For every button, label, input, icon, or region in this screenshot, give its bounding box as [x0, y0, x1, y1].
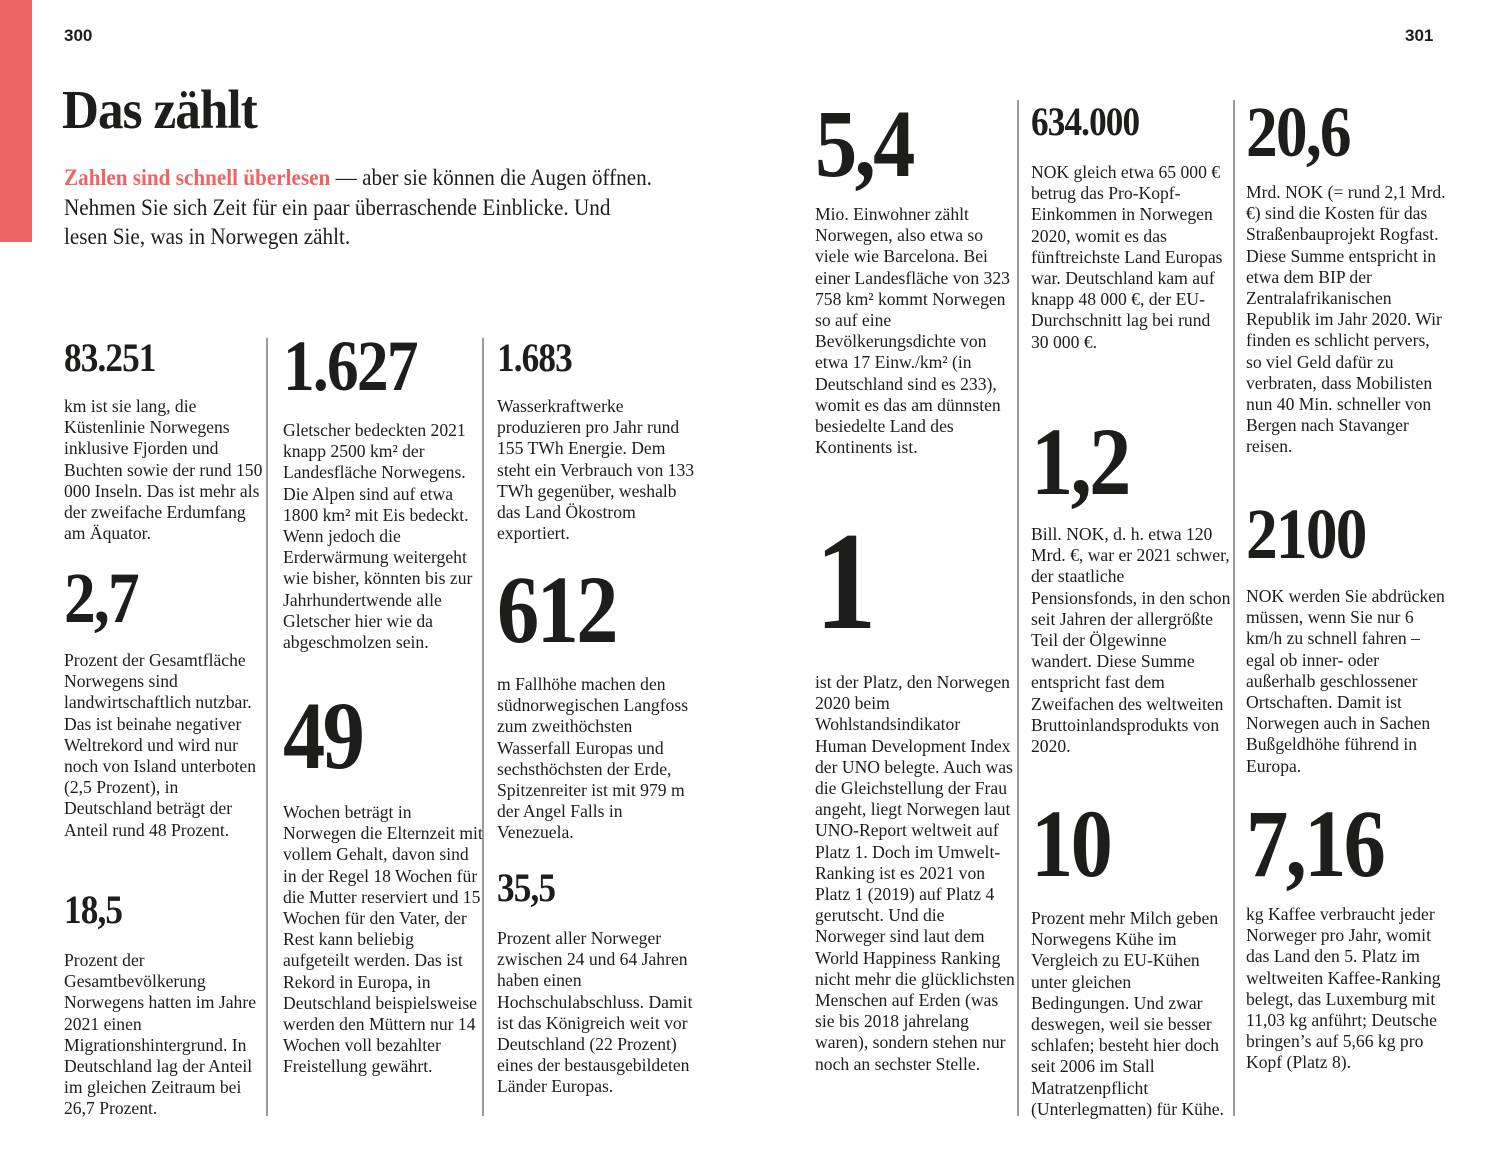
page-number-left: 300 — [64, 26, 93, 45]
stat-block — [815, 90, 1015, 458]
stat-number: 7,16 — [1246, 790, 1384, 897]
stat-number: 1 — [815, 504, 874, 659]
stat-block — [64, 887, 264, 1120]
page-title: Das zählt — [62, 79, 257, 140]
stat-block — [497, 865, 697, 1098]
column-divider — [266, 338, 268, 1116]
stat-number: 35,5 — [497, 865, 556, 910]
stat-number: 2,7 — [64, 558, 138, 638]
stat-number: 49 — [283, 682, 363, 789]
stat-text: NOK gleich etwa 65 000 € betrug das Pro-Kopf-Einkommen in Norwegen 2020, womit es das fünftreichste Land Europas war. Deutschland kam auf knapp 48 000 €, der EU-Durchschnitt lag bei rund 30 000 €. — [1031, 162, 1223, 352]
stat-block — [1246, 494, 1446, 777]
intro-paragraph — [64, 163, 653, 252]
stat-number: 10 — [1031, 790, 1111, 897]
stat-number: 1,2 — [1031, 408, 1129, 515]
stat-block — [1031, 790, 1231, 1120]
page-number-right: 301 — [1405, 26, 1434, 45]
stat-number: 1.683 — [497, 335, 572, 380]
stat-number: 1.627 — [283, 326, 417, 406]
stat-number: 612 — [497, 556, 616, 663]
stat-number: 83.251 — [64, 335, 156, 380]
stat-text: Wochen beträgt in Norwegen die Elternzeit mit vollem Gehalt, davon sind in der Regel 18 Wochen für die Mutter reserviert und 15 Wochen für den Vater, der Rest kann beliebig aufgeteilt werden. Das ist Rekord in Europa, in Deutschland beispielsweise werden den Müttern nur 14 Wochen voll bezahlter Freistellung gewährt. — [283, 802, 483, 1077]
stat-text: km ist sie lang, die Küstenlinie Norwegens inklusive Fjorden und Buchten sowie der rund 150 000 Inseln. Das ist mehr als der zweifache Erdumfang am Äquator. — [64, 396, 263, 544]
stat-block — [64, 335, 264, 544]
stat-block — [1246, 790, 1446, 1074]
stat-text: Bill. NOK, d. h. etwa 120 Mrd. €, war er 2021 schwer, der staatliche Pensionsfonds, in den schon seit Jahren der allergrößte Teil der Ölgewinne wandert. Diese Summe entspricht fast dem Zweifachen des weltweiten Bruttoinlandsprodukts von 2020. — [1031, 524, 1231, 757]
stat-number: 5,4 — [815, 90, 913, 197]
stat-text: Mio. Einwohner zählt Norwegen, also etwa so viele wie Barcelona. Bei einer Landesfläche von 323 758 km² kommt Norwegen so auf eine Bevölkerungsdichte von etwa 17 Einw./km² (in Deutschland sind es 233), womit es das am dünnsten besiedelte Land des Kontinents ist. — [815, 204, 1010, 458]
stat-block — [1031, 408, 1231, 757]
red-accent-bar — [0, 0, 32, 242]
stat-text: Prozent der Gesamtfläche Norwegens sind landwirtschaftlich nutzbar. Das ist beinahe negativer Weltrekord und wird nur noch von Island unterboten (2,5 Prozent), in Deutschland beträgt der Anteil rund 48 Prozent. — [64, 650, 257, 840]
intro-highlight: Zahlen sind schnell überlesen — [64, 165, 331, 190]
stat-block — [815, 504, 1015, 1075]
stat-number: 20,6 — [1246, 92, 1350, 172]
stat-text: ist der Platz, den Norwegen 2020 beim Wohlstandsindikator Human Development Index der UNO belegte. Auch was die Gleichstellung der Frau angeht, liegt Norwegen laut UNO-Report weltweit auf Platz 1. Doch im Umwelt-Ranking ist es 2021 von Platz 1 (2019) auf Platz 4 gerutscht. Und die Norweger sind laut dem World Happiness Ranking nicht mehr die glücklichsten Menschen auf Erden (was sie bis 2018 jahrelang waren), sondern stehen nur noch an sechster Stelle. — [815, 672, 1015, 1074]
stat-text: Prozent mehr Milch geben Norwegens Kühe im Vergleich zu EU-Kühen unter gleichen Bedingungen. Und zwar deswegen, weil sie besser schlafen; besteht hier doch seit 2006 im Stall Matratzenpflicht (Unterlegmatten) für Kühe. — [1031, 908, 1224, 1119]
column-divider — [1233, 100, 1235, 1116]
stat-text: kg Kaffee verbraucht jeder Norweger pro Jahr, womit das Land den 5. Platz im weltweiten Kaffee-Ranking belegt, das Luxemburg mit 11,03 kg anführt; Deutsche bringen’s auf 5,66 kg pro Kopf (Platz 8). — [1246, 904, 1441, 1073]
intro-text: — aber sie können die Augen öffnen. Nehmen Sie sich Zeit für ein paar überraschende Einblicke. Und lesen Sie, was in Norwegen zählt. — [64, 165, 652, 249]
stat-block — [497, 335, 697, 544]
stat-text: m Fallhöhe machen den südnorwegischen Langfoss zum zweithöchsten Wasserfall Europas und sechsthöchsten der Erde, Spitzenreiter ist mit 979 m der Angel Falls in Venezuela. — [497, 674, 689, 843]
stat-block — [1031, 99, 1231, 353]
stat-text: Prozent der Gesamtbevölkerung Norwegens hatten im Jahre 2021 einen Migrationshintergrund. In Deutschland lag der Anteil im gleichen Zeitraum bei 26,7 Prozent. — [64, 950, 257, 1119]
stat-text: Mrd. NOK (= rund 2,1 Mrd. €) sind die Kosten für das Straßenbauprojekt Rogfast. Diese Summe entspricht in etwa dem BIP der Zentralafrikanischen Republik im Jahr 2020. Wir finden es schlicht pervers, so viel Geld dafür zu verbraten, dass Mobilisten nun 40 Min. schneller von Bergen nach Stavanger reisen. — [1246, 182, 1446, 457]
stat-number: 2100 — [1246, 494, 1366, 574]
stat-number: 634.000 — [1031, 99, 1140, 144]
stat-block — [283, 682, 483, 1078]
stat-text: NOK werden Sie abdrücken müssen, wenn Sie nur 6 km/h zu schnell fahren – egal ob inner- oder außerhalb geschlossener Ortschaften. Damit ist Norwegen auch in Sachen Bußgeldhöhe führend in Europa. — [1246, 586, 1445, 776]
stat-block — [497, 556, 697, 844]
column-divider — [1017, 100, 1019, 1116]
stat-text: Gletscher bedeckten 2021 knapp 2500 km² der Landesfläche Norwegens. Die Alpen sind auf etwa 1800 km² mit Eis bedeckt. Wenn jedoch die Erderwärmung weitergeht wie bisher, könnten bis zur Jahrhundertwende alle Gletscher hier wie da abgeschmolzen sein. — [283, 420, 473, 653]
stat-block — [1246, 92, 1446, 458]
stat-text: Wasserkraftwerke produzieren pro Jahr rund 155 TWh Energie. Dem steht ein Verbrauch von 133 TWh gegenüber, weshalb das Land Ökostrom exportiert. — [497, 396, 695, 544]
stat-number: 18,5 — [64, 887, 123, 932]
stat-block — [283, 326, 483, 653]
stat-block — [64, 558, 264, 841]
stat-text: Prozent aller Norweger zwischen 24 und 64 Jahren haben einen Hochschulabschluss. Damit ist das Königreich weit vor Deutschland (22 Prozent) eines der bestausgebildeten Länder Europas. — [497, 928, 693, 1097]
